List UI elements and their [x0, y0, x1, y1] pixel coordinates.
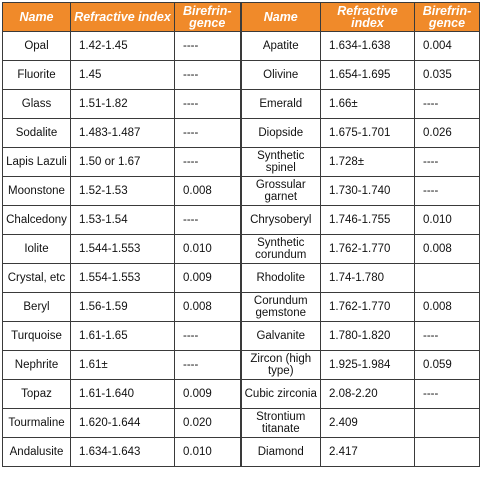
header-birefringence-left: Birefrin-gence	[175, 3, 241, 32]
table-row	[3, 409, 480, 438]
header-name-left: Name	[3, 3, 71, 32]
refractive-index-right: 1.925-1.984	[321, 351, 415, 380]
table-row	[3, 61, 480, 90]
table-row	[3, 293, 480, 322]
gem-name-left: Turquoise	[3, 322, 71, 351]
table-row	[3, 32, 480, 61]
birefringence-right: ----	[415, 177, 480, 206]
header-refractive-index-right: Refractive index	[321, 3, 415, 32]
gem-name-left: Moonstone	[3, 177, 71, 206]
birefringence-left: 0.020	[175, 409, 241, 438]
gem-name-left: Fluorite	[3, 61, 71, 90]
table-row	[3, 322, 480, 351]
gem-name-right: Zircon (high type)	[241, 351, 321, 380]
gem-name-right: Galvanite	[241, 322, 321, 351]
gem-name-left: Topaz	[3, 380, 71, 409]
gem-name-right: Cubic zirconia	[241, 380, 321, 409]
birefringence-left: ----	[175, 206, 241, 235]
refractive-index-left: 1.53-1.54	[71, 206, 175, 235]
refractive-index-left: 1.554-1.553	[71, 264, 175, 293]
birefringence-right: 0.004	[415, 32, 480, 61]
refractive-index-left: 1.61±	[71, 351, 175, 380]
gem-name-right: Olivine	[241, 61, 321, 90]
birefringence-right: ----	[415, 380, 480, 409]
birefringence-right: 0.026	[415, 119, 480, 148]
gem-name-right: Rhodolite	[241, 264, 321, 293]
table-body	[3, 32, 480, 467]
birefringence-left: 0.008	[175, 293, 241, 322]
refractive-index-left: 1.45	[71, 61, 175, 90]
gem-name-left: Chalcedony	[3, 206, 71, 235]
birefringence-right: 0.010	[415, 206, 480, 235]
refractive-index-right: 1.728±	[321, 148, 415, 177]
birefringence-left: ----	[175, 90, 241, 119]
gem-name-left: Tourmaline	[3, 409, 71, 438]
gem-name-left: Crystal, etc	[3, 264, 71, 293]
table-row	[3, 351, 480, 380]
birefringence-left: ----	[175, 32, 241, 61]
birefringence-left: 0.009	[175, 380, 241, 409]
refractive-index-right: 1.746-1.755	[321, 206, 415, 235]
gem-name-left: Andalusite	[3, 438, 71, 467]
birefringence-right: ----	[415, 148, 480, 177]
refractive-index-right: 1.66±	[321, 90, 415, 119]
gem-name-right: Chrysoberyl	[241, 206, 321, 235]
refractive-index-right: 1.762-1.770	[321, 235, 415, 264]
header-birefringence-right: Birefrin-gence	[415, 3, 480, 32]
refractive-index-left: 1.620-1.644	[71, 409, 175, 438]
gem-name-right: Synthetic corundum	[241, 235, 321, 264]
refractive-index-left: 1.50 or 1.67	[71, 148, 175, 177]
table-row	[3, 380, 480, 409]
birefringence-right: 0.008	[415, 293, 480, 322]
table-row	[3, 148, 480, 177]
gemstone-refractive-index-table-container	[2, 2, 479, 486]
gem-name-left: Iolite	[3, 235, 71, 264]
gem-name-right: Synthetic spinel	[241, 148, 321, 177]
refractive-index-right: 1.762-1.770	[321, 293, 415, 322]
refractive-index-left: 1.634-1.643	[71, 438, 175, 467]
header-refractive-index-left: Refractive index	[71, 3, 175, 32]
gem-name-left: Glass	[3, 90, 71, 119]
birefringence-right: 0.035	[415, 61, 480, 90]
refractive-index-left: 1.61-1.65	[71, 322, 175, 351]
refractive-index-right: 1.654-1.695	[321, 61, 415, 90]
birefringence-right: 0.008	[415, 235, 480, 264]
birefringence-left: 0.010	[175, 235, 241, 264]
refractive-index-right: 1.780-1.820	[321, 322, 415, 351]
refractive-index-right: 1.675-1.701	[321, 119, 415, 148]
refractive-index-right: 1.634-1.638	[321, 32, 415, 61]
table-row	[3, 264, 480, 293]
refractive-index-left: 1.56-1.59	[71, 293, 175, 322]
birefringence-left: ----	[175, 148, 241, 177]
birefringence-right	[415, 264, 480, 293]
birefringence-right	[415, 438, 480, 467]
header-name-right: Name	[241, 3, 321, 32]
birefringence-left: ----	[175, 351, 241, 380]
birefringence-right	[415, 409, 480, 438]
gem-name-right: Grossular garnet	[241, 177, 321, 206]
refractive-index-left: 1.483-1.487	[71, 119, 175, 148]
table-row	[3, 119, 480, 148]
gem-name-left: Nephrite	[3, 351, 71, 380]
refractive-index-right: 1.74-1.780	[321, 264, 415, 293]
gem-name-right: Strontium titanate	[241, 409, 321, 438]
refractive-index-right: 2.08-2.20	[321, 380, 415, 409]
refractive-index-left: 1.61-1.640	[71, 380, 175, 409]
birefringence-left: 0.008	[175, 177, 241, 206]
table-row	[3, 438, 480, 467]
table-row	[3, 177, 480, 206]
refractive-index-right: 2.417	[321, 438, 415, 467]
birefringence-left: ----	[175, 322, 241, 351]
birefringence-right: ----	[415, 322, 480, 351]
gem-name-left: Sodalite	[3, 119, 71, 148]
refractive-index-left: 1.544-1.553	[71, 235, 175, 264]
refractive-index-right: 1.730-1.740	[321, 177, 415, 206]
refractive-index-left: 1.42-1.45	[71, 32, 175, 61]
gem-name-left: Lapis Lazuli	[3, 148, 71, 177]
gem-name-left: Opal	[3, 32, 71, 61]
birefringence-left: 0.009	[175, 264, 241, 293]
birefringence-right: 0.059	[415, 351, 480, 380]
table-row	[3, 235, 480, 264]
birefringence-right: ----	[415, 90, 480, 119]
birefringence-left: ----	[175, 119, 241, 148]
birefringence-left: ----	[175, 61, 241, 90]
table-row	[3, 206, 480, 235]
gem-name-right: Apatite	[241, 32, 321, 61]
refractive-index-right: 2.409	[321, 409, 415, 438]
gem-name-right: Diopside	[241, 119, 321, 148]
header-row	[3, 3, 480, 32]
refractive-index-left: 1.52-1.53	[71, 177, 175, 206]
gem-name-right: Diamond	[241, 438, 321, 467]
gem-name-right: Emerald	[241, 90, 321, 119]
gem-name-left: Beryl	[3, 293, 71, 322]
gemstone-refractive-index-table	[2, 2, 480, 467]
refractive-index-left: 1.51-1.82	[71, 90, 175, 119]
gem-name-right: Corundum gemstone	[241, 293, 321, 322]
birefringence-left: 0.010	[175, 438, 241, 467]
table-row	[3, 90, 480, 119]
